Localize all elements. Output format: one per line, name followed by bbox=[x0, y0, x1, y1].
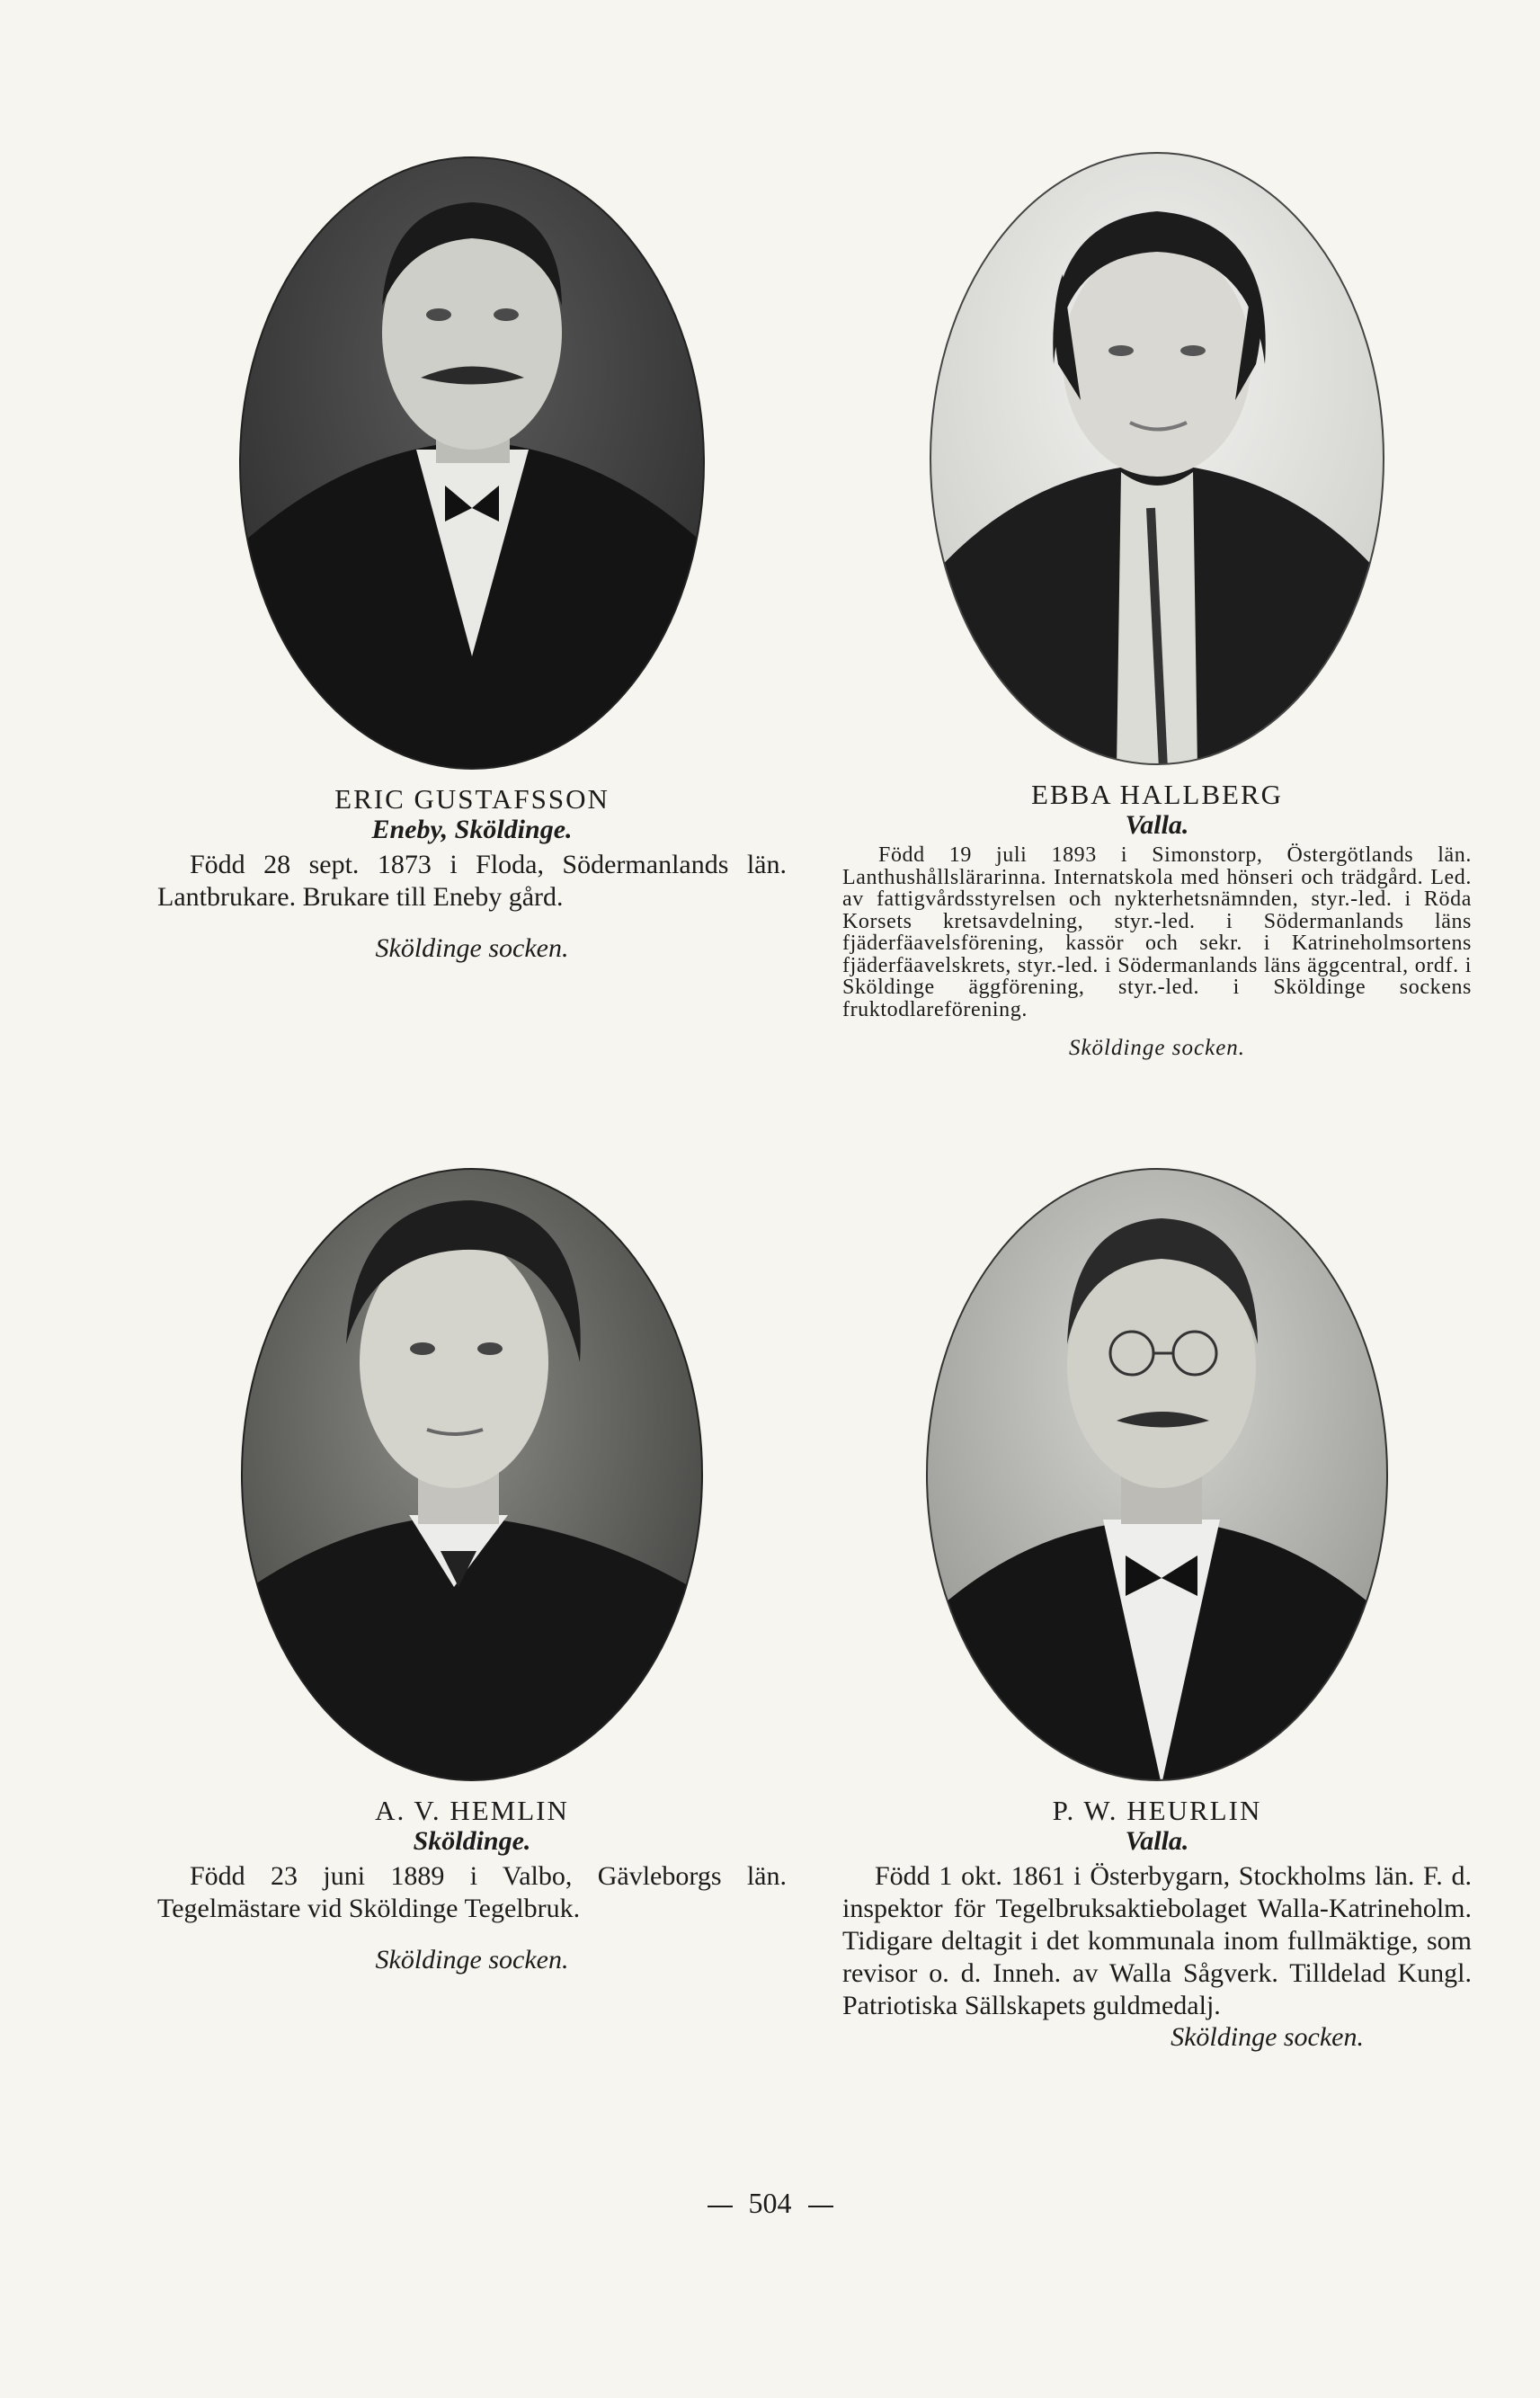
person-place: Valla. bbox=[1125, 810, 1189, 840]
person-name: P. W. HEURLIN bbox=[1052, 1795, 1262, 1826]
person-bio: Född 19 juli 1893 i Simonstorp, Östergötlands län. Lanthushållslärarinna. Internatskola med hönseri och trädgård. Led. av fattigvårdsstyrelsen och nykterhetsnämnden, styr.-led. i Röda Korsets kretsavdelning, styr.-led. i Södermanlands läns fjäderfäavelsförening, kassör och sekr. i Katrineholmsortens fjäderfäavelskrets, styr.-led. i Södermanlands läns äggcentral, ordf. i Sköldinge äggförening, styr.-led. i Sköldinge sockens fruktodlareförening. bbox=[842, 843, 1472, 1021]
page-number-value: 504 bbox=[748, 2187, 792, 2219]
parish-label: Sköldinge socken. bbox=[375, 933, 569, 963]
person-place: Valla. bbox=[1125, 1826, 1189, 1856]
person-place: Sköldinge. bbox=[413, 1826, 531, 1856]
portrait-photo bbox=[928, 148, 1386, 769]
entry-a-v-hemlin bbox=[157, 1164, 787, 1975]
person-name: A. V. HEMLIN bbox=[375, 1795, 569, 1826]
portrait-photo bbox=[236, 153, 708, 773]
person-bio: Född 23 juni 1889 i Valbo, Gävleborgs län. Tegelmästare vid Sköldinge Tegelbruk. bbox=[157, 1861, 787, 1923]
entry-p-w-heurlin bbox=[842, 1164, 1472, 2053]
person-name: EBBA HALLBERG bbox=[1030, 779, 1284, 810]
portrait-photo bbox=[923, 1164, 1391, 1785]
dash-right bbox=[808, 2206, 833, 2207]
page-number bbox=[0, 2187, 1540, 2219]
person-name: ERIC GUSTAFSSON bbox=[334, 783, 610, 815]
dash-left bbox=[708, 2206, 733, 2207]
person-bio: Född 28 sept. 1873 i Floda, Södermanlands län. Lantbrukare. Brukare till Eneby gård. bbox=[157, 850, 787, 912]
parish-label: Sköldinge socken. bbox=[1171, 2022, 1364, 2052]
portrait-photo bbox=[238, 1164, 706, 1785]
entry-eric-gustafsson bbox=[157, 153, 787, 964]
parish-label: Sköldinge socken. bbox=[1068, 1036, 1246, 1060]
person-bio: Född 1 okt. 1861 i Österbygarn, Stockholms län. F. d. inspektor för Tegelbruksaktiebolaget Walla-Katrineholm. Tidigare deltagit i det kommunala inom fullmäktige, som revisor o. d. Inneh. av Walla Sågverk. Tilldelad Kungl. Patriotiska Sällskapets guldmedalj. bbox=[842, 1861, 1472, 2020]
entry-ebba-hallberg bbox=[842, 148, 1472, 1064]
parish-label: Sköldinge socken. bbox=[375, 1945, 569, 1975]
person-place: Eneby, Sköldinge. bbox=[371, 815, 573, 844]
